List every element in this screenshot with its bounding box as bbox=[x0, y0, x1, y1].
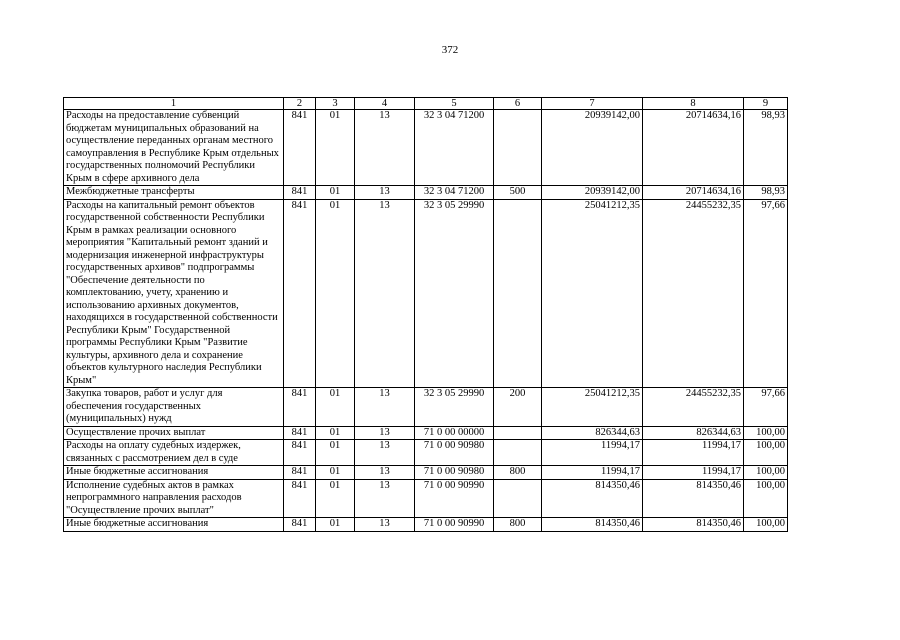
column-header: 6 bbox=[494, 98, 542, 110]
cell-c3: 01 bbox=[316, 479, 355, 518]
cell-c3: 01 bbox=[316, 186, 355, 200]
cell-c8: 24455232,35 bbox=[643, 199, 744, 388]
cell-c6: 800 bbox=[494, 466, 542, 480]
cell-c8: 826344,63 bbox=[643, 426, 744, 440]
table-body bbox=[64, 110, 788, 532]
cell-c5: 71 0 00 90990 bbox=[415, 518, 494, 532]
table-row bbox=[64, 110, 788, 186]
cell-c7: 11994,17 bbox=[542, 440, 643, 466]
cell-c6 bbox=[494, 440, 542, 466]
cell-c3: 01 bbox=[316, 388, 355, 427]
cell-c5: 32 3 05 29990 bbox=[415, 388, 494, 427]
cell-c4: 13 bbox=[355, 466, 415, 480]
cell-name: Исполнение судебных актов в рамках непрограммного направления расходов "Осуществление прочих выплат" bbox=[64, 479, 284, 518]
table-row bbox=[64, 518, 788, 532]
column-header: 9 bbox=[744, 98, 788, 110]
cell-c2: 841 bbox=[284, 466, 316, 480]
cell-c2: 841 bbox=[284, 479, 316, 518]
cell-c8: 814350,46 bbox=[643, 518, 744, 532]
cell-c9: 97,66 bbox=[744, 388, 788, 427]
cell-c4: 13 bbox=[355, 440, 415, 466]
cell-c4: 13 bbox=[355, 426, 415, 440]
cell-c8: 11994,17 bbox=[643, 440, 744, 466]
cell-c4: 13 bbox=[355, 110, 415, 186]
cell-c7: 826344,63 bbox=[542, 426, 643, 440]
table-row bbox=[64, 199, 788, 388]
cell-c6 bbox=[494, 479, 542, 518]
cell-c6: 500 bbox=[494, 186, 542, 200]
cell-c3: 01 bbox=[316, 426, 355, 440]
cell-c7: 20939142,00 bbox=[542, 186, 643, 200]
cell-c7: 11994,17 bbox=[542, 466, 643, 480]
table-row bbox=[64, 466, 788, 480]
cell-c2: 841 bbox=[284, 110, 316, 186]
column-header: 1 bbox=[64, 98, 284, 110]
cell-c3: 01 bbox=[316, 466, 355, 480]
cell-c9: 100,00 bbox=[744, 479, 788, 518]
cell-c4: 13 bbox=[355, 199, 415, 388]
cell-c9: 100,00 bbox=[744, 440, 788, 466]
cell-c9: 98,93 bbox=[744, 186, 788, 200]
cell-c5: 71 0 00 90990 bbox=[415, 479, 494, 518]
cell-name: Осуществление прочих выплат bbox=[64, 426, 284, 440]
cell-name: Расходы на капитальный ремонт объектов государственной собственности Республики Крым в рамках реализации основного мероприятия "Капитальный ремонт зданий и модернизация инженерной инфраструктуры государственных архивов" подпрограммы "Обеспечение деятельности по комплектованию, учету, хранению и использованию архивных документов, находящихся в государственной собственности Республики Крым" Государственной программы Республики Крым "Развитие культуры, архивного дела и сохранение объектов культурного наследия Республики Крым" bbox=[64, 199, 284, 388]
cell-name: Межбюджетные трансферты bbox=[64, 186, 284, 200]
cell-name: Закупка товаров, работ и услуг для обеспечения государственных (муниципальных) нужд bbox=[64, 388, 284, 427]
cell-c2: 841 bbox=[284, 186, 316, 200]
cell-c6 bbox=[494, 199, 542, 388]
cell-c6 bbox=[494, 426, 542, 440]
table-row bbox=[64, 440, 788, 466]
cell-c8: 814350,46 bbox=[643, 479, 744, 518]
table-header bbox=[64, 98, 788, 110]
cell-c4: 13 bbox=[355, 479, 415, 518]
cell-name: Расходы на предоставление субвенций бюджетам муниципальных образований на осуществление переданных органам местного самоуправления в Республике Крым отдельных государственных полномочий Республики Крым в сфере архивного дела bbox=[64, 110, 284, 186]
column-header: 7 bbox=[542, 98, 643, 110]
cell-name: Иные бюджетные ассигнования bbox=[64, 466, 284, 480]
cell-c8: 20714634,16 bbox=[643, 186, 744, 200]
cell-name: Иные бюджетные ассигнования bbox=[64, 518, 284, 532]
cell-c5: 71 0 00 90980 bbox=[415, 440, 494, 466]
cell-c5: 32 3 04 71200 bbox=[415, 110, 494, 186]
cell-c2: 841 bbox=[284, 440, 316, 466]
cell-c9: 98,93 bbox=[744, 110, 788, 186]
cell-c4: 13 bbox=[355, 388, 415, 427]
cell-c4: 13 bbox=[355, 518, 415, 532]
cell-c7: 20939142,00 bbox=[542, 110, 643, 186]
column-header: 4 bbox=[355, 98, 415, 110]
cell-c6: 800 bbox=[494, 518, 542, 532]
cell-c3: 01 bbox=[316, 199, 355, 388]
cell-c8: 11994,17 bbox=[643, 466, 744, 480]
column-header: 2 bbox=[284, 98, 316, 110]
table-row bbox=[64, 426, 788, 440]
cell-c7: 25041212,35 bbox=[542, 199, 643, 388]
cell-c2: 841 bbox=[284, 426, 316, 440]
cell-c5: 71 0 00 00000 bbox=[415, 426, 494, 440]
column-header: 5 bbox=[415, 98, 494, 110]
cell-c6 bbox=[494, 110, 542, 186]
cell-c5: 32 3 05 29990 bbox=[415, 199, 494, 388]
table-row bbox=[64, 388, 788, 427]
cell-c8: 20714634,16 bbox=[643, 110, 744, 186]
cell-c3: 01 bbox=[316, 440, 355, 466]
cell-c7: 814350,46 bbox=[542, 479, 643, 518]
cell-c2: 841 bbox=[284, 199, 316, 388]
column-header: 8 bbox=[643, 98, 744, 110]
cell-c2: 841 bbox=[284, 388, 316, 427]
cell-c9: 100,00 bbox=[744, 466, 788, 480]
cell-c9: 100,00 bbox=[744, 518, 788, 532]
cell-c2: 841 bbox=[284, 518, 316, 532]
cell-c8: 24455232,35 bbox=[643, 388, 744, 427]
column-header: 3 bbox=[316, 98, 355, 110]
cell-c3: 01 bbox=[316, 518, 355, 532]
cell-c5: 71 0 00 90980 bbox=[415, 466, 494, 480]
table-row bbox=[64, 479, 788, 518]
cell-c4: 13 bbox=[355, 186, 415, 200]
cell-c9: 97,66 bbox=[744, 199, 788, 388]
cell-c7: 814350,46 bbox=[542, 518, 643, 532]
page-number: 372 bbox=[441, 44, 459, 56]
table-row bbox=[64, 186, 788, 200]
cell-c6: 200 bbox=[494, 388, 542, 427]
cell-c9: 100,00 bbox=[744, 426, 788, 440]
cell-c3: 01 bbox=[316, 110, 355, 186]
cell-name: Расходы на оплату судебных издержек, связанных с рассмотрением дел в суде bbox=[64, 440, 284, 466]
budget-table bbox=[63, 97, 788, 532]
cell-c5: 32 3 04 71200 bbox=[415, 186, 494, 200]
header-row bbox=[64, 98, 788, 110]
cell-c7: 25041212,35 bbox=[542, 388, 643, 427]
